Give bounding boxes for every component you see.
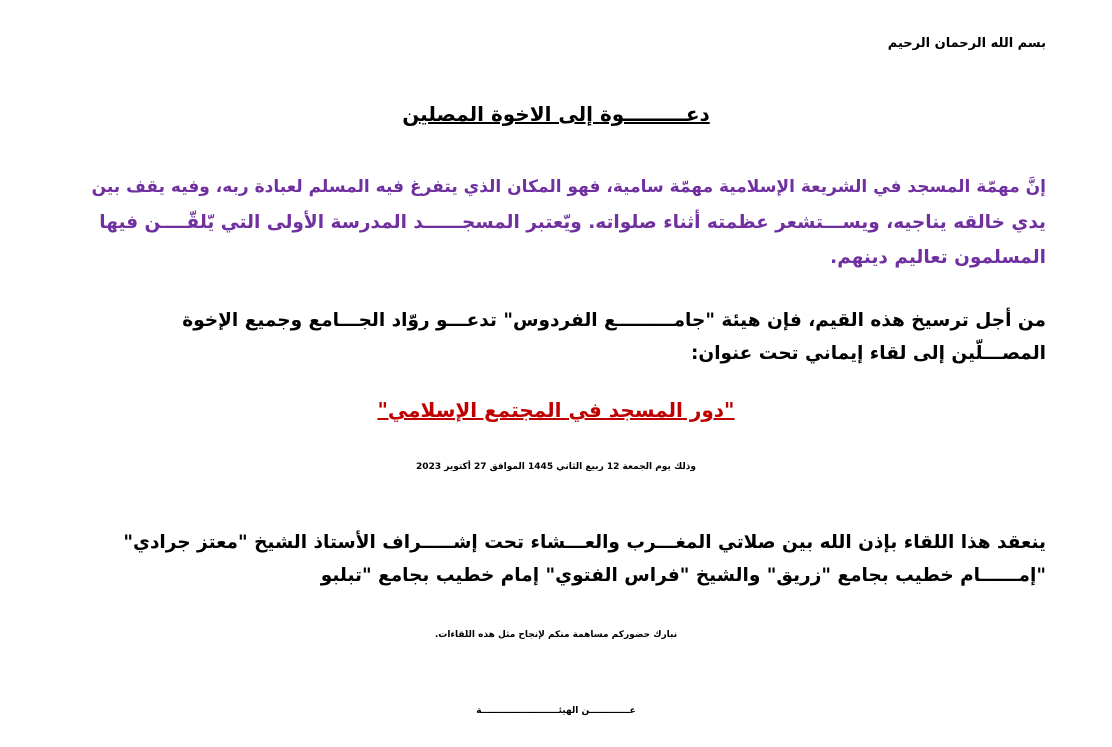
intro-paragraph <box>86 170 1046 275</box>
invitation-paragraph <box>182 304 1046 370</box>
closing-line: نبارك حضوركم مساهمة منكم لإنجاح مثل هذه اللقاءات. <box>434 630 678 640</box>
details-line: "إمــــــام خطيب بجامع "زريق" والشيخ "فراس الفتوي" إمام خطيب بجامع "تبلبو <box>320 565 1046 586</box>
intro-line: إنَّ مهمّة المسجد في الشريعة الإسلامية مهمّة سامية، فهو المكان الذي يتفرغ فيه المسلم لعبادة ربه، وفيه يقف بين <box>91 177 1046 197</box>
document-title <box>0 102 1112 126</box>
details-line: ينعقد هذا اللقاء بإذن الله بين صلاتي المغـــرب والعـــشاء تحت إشـــــراف الأستاذ الشيخ "معتز جرادي" <box>123 532 1046 553</box>
intro-line: يدي خالقه يناجيه، ويســـتشعر عظمته أثناء صلواته. ويّعتبر المسجــــــد المدرسة الأولى التي يّلقّــــن فيها <box>99 212 1046 233</box>
event-date: وذلك يوم الجمعة 12 ربيع الثاني 1445 الموافق 27 أكتوير 2023 <box>416 462 696 472</box>
lecture-topic-text: "دور المسجد في المجتمع الإسلامي" <box>377 398 735 422</box>
event-details-paragraph <box>123 526 1046 592</box>
lecture-topic <box>0 398 1112 422</box>
basmala-heading: بسم الله الرحمان الرحيم <box>887 36 1046 51</box>
invitation-line: المصـــلّين إلى لقاء إيماني تحت عنوان: <box>691 343 1046 364</box>
document-title-text: دعـــــــــوة إلى الاخوة المصلين <box>402 102 710 126</box>
intro-line: المسلمون تعاليم دينهم. <box>830 247 1046 268</box>
invitation-line: من أجل ترسيخ هذه القيم، فإن هيئة "جامـــــــــع الفردوس" تدعـــو روّاد الجـــامع وجميع الإخوة <box>182 310 1046 331</box>
signature-line: عـــــــــــــن الهيئـــــــــــــــــــــــــة <box>476 706 636 716</box>
